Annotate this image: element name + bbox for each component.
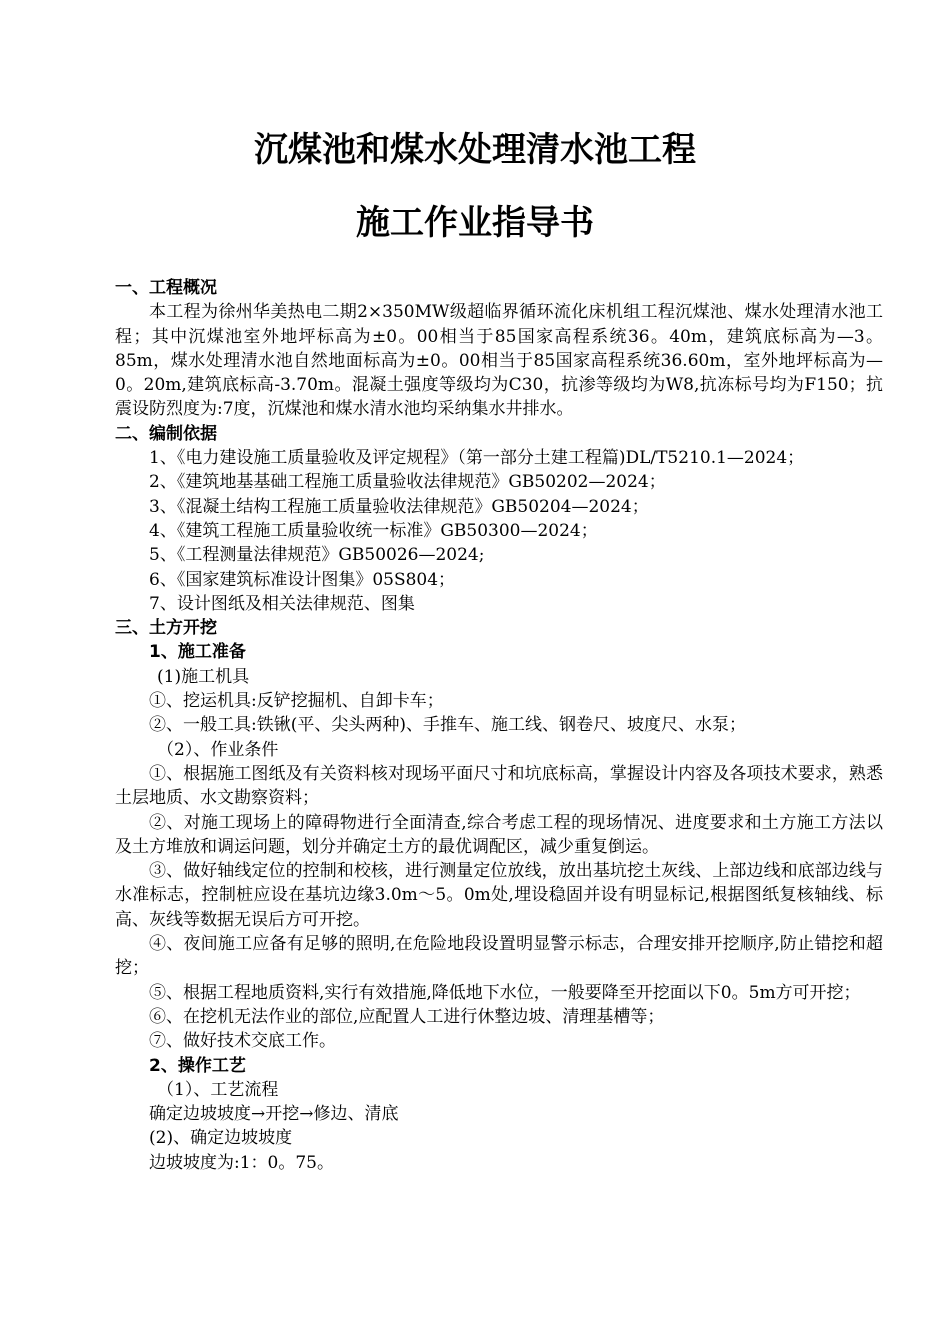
condition-item: ④、夜间施工应备有足够的照明,在危险地段设置明显警示标志，合理安排开挖顺序,防止错挖和超挖； (115, 934, 883, 979)
document-title: 沉煤池和煤水处理清水池工程 (254, 130, 696, 170)
basis-item: 4、《建筑工程施工质量验收统一标准》GB50300—2024； (149, 520, 598, 541)
condition-item: ⑤、根据工程地质资料,实行有效措施,降低地下水位，一般要降至开挖面以下0。5m方可开挖； (149, 982, 861, 1003)
slope-title: (2)、确定边坡坡度 (149, 1128, 293, 1149)
slope-text: 边坡坡度为:1：0。75。 (149, 1152, 334, 1173)
subsection-heading-preparation: 1、施工准备 (149, 642, 246, 663)
tools-title: (1)施工机具 (157, 666, 250, 687)
condition-item: ②、对施工现场上的障碍物进行全面清查,综合考虑工程的现场情况、进度要求和土方施工方法以及土方堆放和调运问题，划分并确定土方的最优调配区，减少重复倒运。 (115, 812, 883, 857)
condition-item: ③、做好轴线定位的控制和校核，进行测量定位放线，放出基坑挖土灰线、上部边线和底部边线与水准标志，控制桩应设在基坑边缘3.0m～5。0m处,埋设稳固并设有明显标记,根据图纸复核轴线、标高、灰线等数据无误后方可开挖。 (115, 861, 883, 930)
flow-title: （1）、工艺流程 (157, 1079, 279, 1100)
basis-item: 2、《建筑地基基础工程施工质量验收法律规范》GB50202—2024； (149, 472, 666, 493)
basis-item: 6、《国家建筑标准设计图集》05S804； (149, 569, 456, 590)
tool-item: ②、一般工具:铁锹(平、尖头两种)、手推车、施工线、钢卷尺、坡度尺、水泵； (149, 715, 746, 736)
document-subtitle: 施工作业指导书 (356, 203, 594, 243)
overview-paragraph: 本工程为徐州华美热电二期2×350MW级超临界循环流化床机组工程沉煤池、煤水处理清水池工程；其中沉煤池室外地坪标高为±0。00相当于85国家高程系统36。40m，建筑底标高为—3。85m，煤水处理清水池自然地面标高为±0。00相当于85国家高程系统36.60m，室外地坪标高为—0。20m,建筑底标高-3.70m。混凝土强度等级均为C30，抗渗等级均为W8,抗冻标号均为F150；抗震设防烈度为:7度，沉煤池和煤水清水池均采纳集水井排水。 (115, 302, 883, 420)
condition-item: ①、根据施工图纸及有关资料核对现场平面尺寸和坑底标高，掌握设计内容及各项技术要求，熟悉土层地质、水文勘察资料； (115, 763, 883, 809)
section-heading-excavation: 三、土方开挖 (115, 618, 217, 639)
condition-item: ⑥、在挖机无法作业的部位,应配置人工进行休整边坡、清理基槽等； (149, 1006, 665, 1027)
tool-item: ①、挖运机具:反铲挖掘机、自卸卡车； (149, 691, 444, 712)
basis-item: 1、《电力建设施工质量验收及评定规程》（第一部分土建工程篇)DL/T5210.1—2024； (149, 448, 805, 469)
condition-item: ⑦、做好技术交底工作。 (149, 1031, 336, 1052)
basis-item: 3、《混凝土结构工程施工质量验收法律规范》GB50204—2024； (149, 496, 649, 517)
conditions-title: （2）、作业条件 (157, 739, 279, 760)
subsection-heading-process: 2、操作工艺 (149, 1055, 246, 1076)
document-body (115, 276, 883, 1175)
basis-item: 7、设计图纸及相关法律规范、图集 (149, 593, 415, 614)
section-heading-overview: 一、工程概况 (115, 278, 217, 298)
basis-item: 5、《工程测量法律规范》GB50026—2024; (149, 545, 485, 566)
section-heading-basis: 二、编制依据 (115, 423, 217, 444)
flow-text: 确定边坡坡度→开挖→修边、清底 (149, 1104, 399, 1125)
